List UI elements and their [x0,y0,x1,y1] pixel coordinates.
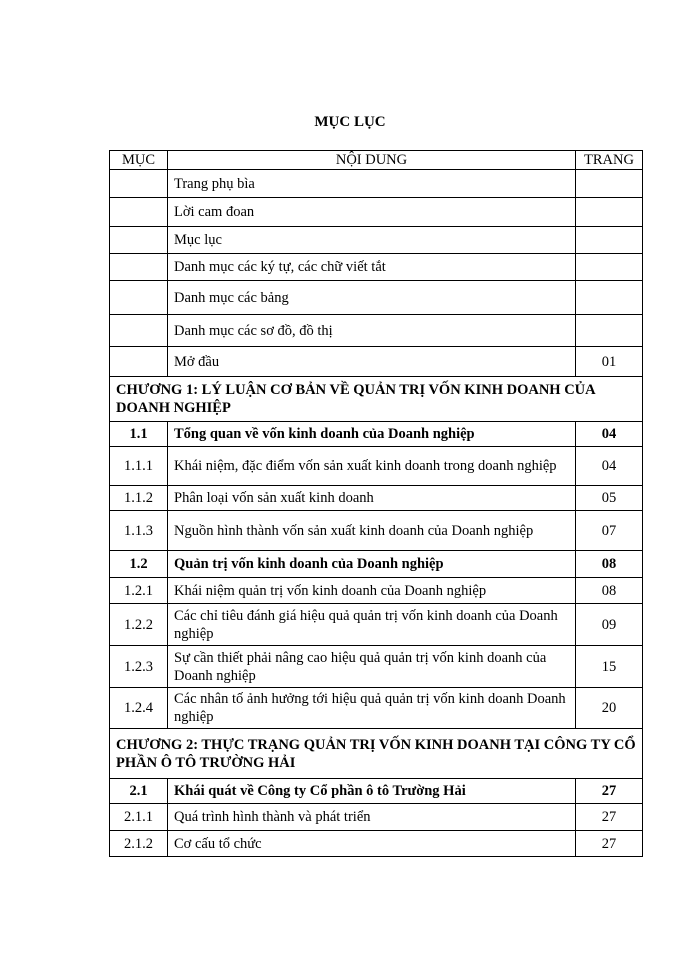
row-content: Khái quát về Công ty Cổ phần ô tô Trường Hải [168,779,576,804]
row-content: Phân loại vốn sản xuất kinh doanh [168,486,576,511]
row-section: 1.2.2 [110,604,168,646]
row-section: 1.2.4 [110,688,168,729]
row-content: Quá trình hình thành và phát triển [168,804,576,831]
row-page: 09 [576,604,643,646]
row-page: 04 [576,422,643,447]
row-page: 20 [576,688,643,729]
table-row [110,315,643,347]
row-section: 1.2.1 [110,578,168,604]
table-row [110,551,643,578]
row-page: 04 [576,447,643,486]
table-row [110,227,643,254]
row-page: 08 [576,578,643,604]
row-page [576,227,643,254]
row-page [576,170,643,198]
row-section: 1.1.1 [110,447,168,486]
table-row [110,831,643,857]
row-content: Tổng quan về vốn kinh doanh của Doanh nghiệp [168,422,576,447]
table-row [110,254,643,281]
row-section: 2.1 [110,779,168,804]
table-row [110,604,643,646]
table-row [110,347,643,377]
table-row [110,422,643,447]
row-content: Khái niệm quản trị vốn kinh doanh của Doanh nghiệp [168,578,576,604]
row-content: Lời cam đoan [168,198,576,227]
row-section: 1.1.2 [110,486,168,511]
table-row [110,646,643,688]
table-row [110,688,643,729]
row-section: 2.1.2 [110,831,168,857]
row-section: 1.2 [110,551,168,578]
row-section [110,281,168,315]
row-content: Trang phụ bìa [168,170,576,198]
chapter-title: CHƯƠNG 2: THỰC TRẠNG QUẢN TRỊ VỐN KINH DOANH TẠI CÔNG TY CỔ PHẦN Ô TÔ TRƯỜNG HẢI [110,729,643,779]
row-page: 27 [576,831,643,857]
row-page: 15 [576,646,643,688]
row-section [110,315,168,347]
row-content: Các nhân tố ảnh hưởng tới hiệu quả quản trị vốn kinh doanh Doanh nghiệp [168,688,576,729]
chapter-row [110,377,643,422]
row-content: Nguồn hình thành vốn sản xuất kinh doanh của Doanh nghiệp [168,511,576,551]
row-content: Các chỉ tiêu đánh giá hiệu quả quản trị vốn kinh doanh của Doanh nghiệp [168,604,576,646]
row-page [576,281,643,315]
row-section [110,347,168,377]
row-content: Mở đầu [168,347,576,377]
row-section [110,227,168,254]
row-content: Danh mục các sơ đồ, đồ thị [168,315,576,347]
header-noi-dung: NỘI DUNG [168,151,576,170]
row-content: Khái niệm, đặc điểm vốn sản xuất kinh doanh trong doanh nghiệp [168,447,576,486]
chapter-title: CHƯƠNG 1: LÝ LUẬN CƠ BẢN VỀ QUẢN TRỊ VỐN KINH DOANH CỦA DOANH NGHIỆP [110,377,643,422]
row-content: Danh mục các bảng [168,281,576,315]
row-page: 08 [576,551,643,578]
table-row [110,281,643,315]
table-row [110,447,643,486]
row-content: Quản trị vốn kinh doanh của Doanh nghiệp [168,551,576,578]
row-content: Sự cần thiết phải nâng cao hiệu quả quản trị vốn kinh doanh của Doanh nghiệp [168,646,576,688]
toc-table [109,150,643,857]
table-row [110,804,643,831]
row-section: 1.1.3 [110,511,168,551]
row-page: 07 [576,511,643,551]
row-section: 1.2.3 [110,646,168,688]
row-page [576,315,643,347]
row-section: 2.1.1 [110,804,168,831]
row-content: Cơ cấu tổ chức [168,831,576,857]
row-content: Danh mục các ký tự, các chữ viết tắt [168,254,576,281]
table-row [110,170,643,198]
row-page: 27 [576,779,643,804]
row-section [110,170,168,198]
row-content: Mục lục [168,227,576,254]
table-row [110,486,643,511]
table-row [110,779,643,804]
row-section [110,198,168,227]
table-row [110,198,643,227]
table-row [110,578,643,604]
row-page: 01 [576,347,643,377]
table-header-row [110,151,643,170]
row-section [110,254,168,281]
row-section: 1.1 [110,422,168,447]
row-page [576,198,643,227]
chapter-row [110,729,643,779]
row-page: 27 [576,804,643,831]
header-muc: MỤC [110,151,168,170]
page-title: MỤC LỤC [314,114,386,130]
table-row [110,511,643,551]
row-page [576,254,643,281]
header-trang: TRANG [576,151,643,170]
row-page: 05 [576,486,643,511]
